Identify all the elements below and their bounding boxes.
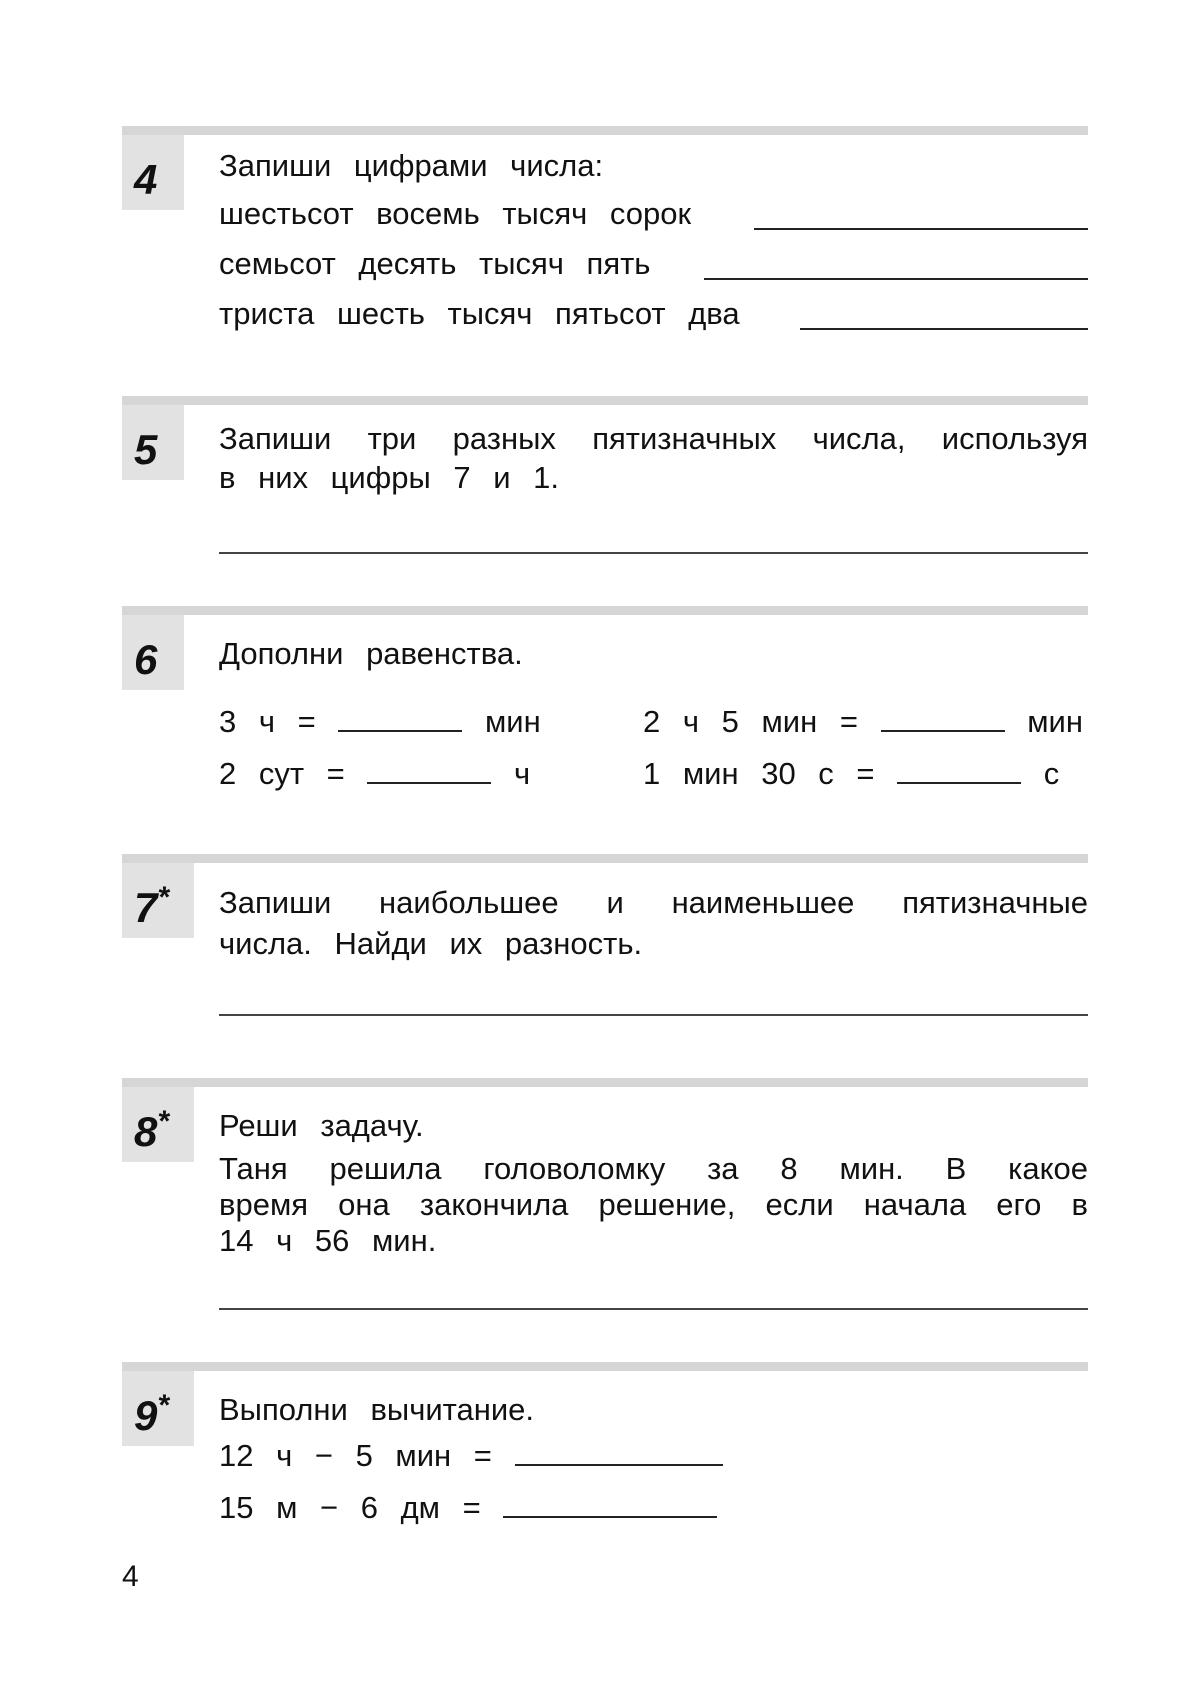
number-words-3: триста шесть тысяч пятьсот два [219,296,740,331]
task-number [122,863,194,938]
equation-4-blank[interactable] [897,752,1021,784]
task-divider [122,1078,1088,1087]
star-icon: * [157,1389,170,1422]
task-number: 5 [122,405,184,480]
task-number: 4 [122,135,184,210]
task-text-line-1: Запиши три разных пятизначных числа, используя [219,421,1088,456]
task-text-line-2: в них цифры 7 и 1. [219,460,559,495]
equation-1-blank[interactable] [515,1434,723,1466]
task-number: 6 [122,615,184,690]
answer-blank-1[interactable] [754,228,1088,230]
task-7 [122,854,1088,1034]
page-number: 4 [122,1560,139,1593]
answer-line[interactable] [219,1014,1088,1016]
equation-2 [643,700,1088,740]
task-text-line-2: время она закончила решение, если начала его в [219,1187,1088,1222]
task-title: Выполни вычитание. [219,1392,535,1427]
equation-4-unit: с [1043,756,1060,791]
answer-line[interactable] [219,552,1088,554]
task-text-line-1: Запиши наибольшее и наименьшее пятизначные [219,885,1088,920]
number-words-2: семьсот десять тысяч пять [219,246,651,281]
task-6 [122,606,1088,806]
answer-blank-3[interactable] [800,328,1088,330]
task-text-line-2: числа. Найди их разность. [219,926,643,961]
answer-line[interactable] [219,1308,1088,1310]
task-number [122,1087,194,1162]
task-title: Запиши цифрами числа: [219,148,604,183]
equation-2-text: 15 м − 6 дм = [219,1490,481,1525]
task-text-line-1: Таня решила головоломку за 8 мин. В какое [219,1151,1088,1186]
equation-3-blank[interactable] [367,752,491,784]
task-5 [122,396,1088,566]
equation-4-left: 1 мин 30 с = [643,756,875,791]
answer-blank-2[interactable] [704,278,1088,280]
task-9 [122,1362,1088,1542]
equation-3-unit: ч [514,756,531,791]
equation-1-text: 12 ч − 5 мин = [219,1438,492,1473]
task-divider [122,396,1088,405]
equation-2-unit: мин [1027,704,1083,739]
equation-1-left: 3 ч = [219,704,316,739]
task-number-digit: 9 [134,1392,158,1439]
equation-2 [219,1486,1088,1526]
star-icon: * [157,1105,170,1138]
equation-4 [643,752,1088,792]
task-number-digit: 7 [134,884,158,931]
task-number-digit: 8 [134,1108,158,1155]
task-divider [122,606,1088,615]
star-icon: * [157,881,170,914]
task-8 [122,1078,1088,1318]
equation-2-blank[interactable] [881,700,1005,732]
equation-1 [219,1434,1088,1474]
equation-2-blank[interactable] [503,1486,717,1518]
task-4 [122,126,1088,356]
equation-2-left: 2 ч 5 мин = [643,704,858,739]
task-divider [122,854,1088,863]
task-divider [122,126,1088,135]
task-divider [122,1362,1088,1371]
task-text-line-3: 14 ч 56 мин. [219,1223,437,1258]
task-title: Дополни равенства. [219,636,523,671]
equation-1-unit: мин [484,704,541,739]
equation-1-blank[interactable] [338,700,462,732]
equation-3-left: 2 сут = [219,756,345,791]
number-words-1: шестьсот восемь тысяч сорок [219,196,692,231]
task-number [122,1371,194,1446]
task-title: Реши задачу. [219,1108,424,1143]
